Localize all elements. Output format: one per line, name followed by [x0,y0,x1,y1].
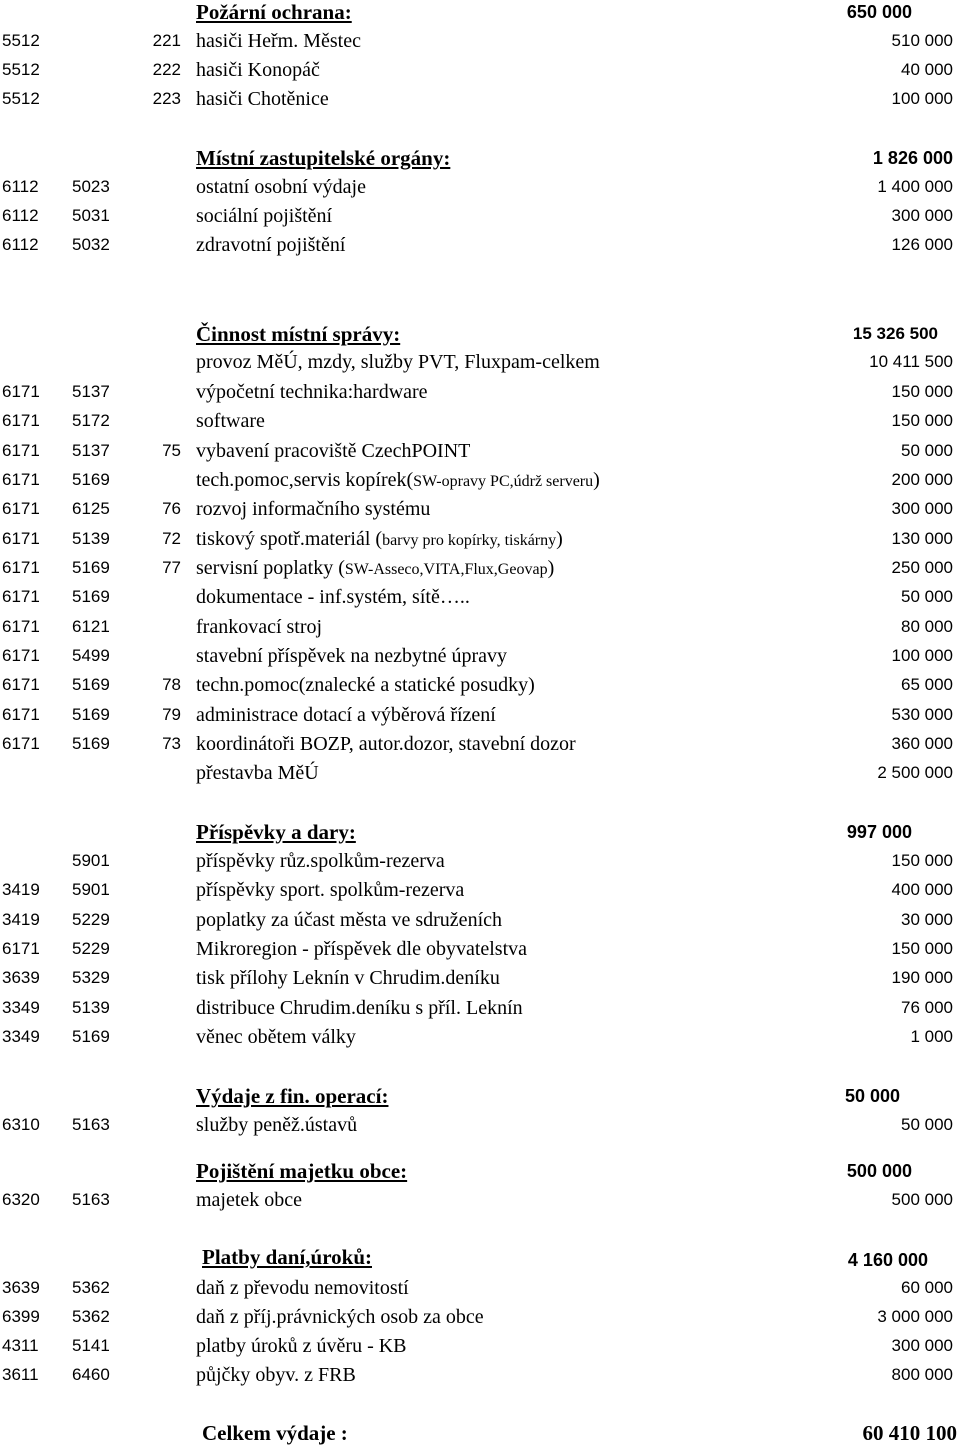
item-description: věnec obětem války [196,1026,356,1048]
item-code: 5169 [72,587,110,606]
budget-row [0,759,960,787]
budget-row [0,994,960,1022]
item-amount: 2 500 000 [877,763,953,782]
item-code: 5499 [72,646,110,665]
budget-row [0,27,960,55]
budget-row [0,1023,960,1051]
paragraph-code: 6171 [2,411,40,430]
paragraph-code: 4311 [2,1336,39,1355]
item-description: sociální pojištění [196,205,333,227]
subtotal-description: provoz MěÚ, mzdy, služby PVT, Fluxpam-celkem [196,351,600,373]
item-amount: 126 000 [891,235,953,254]
item-code: 221 [152,31,181,50]
item-amount: 500 000 [891,1190,953,1209]
subtotal-amount: 10 411 500 [869,352,953,371]
section-heading-pojisteni [0,1157,960,1185]
item-amount: 50 000 [901,1115,953,1134]
item-code: 5169 [72,734,110,753]
item-description: dokumentace - inf.systém, sítě….. [196,586,470,608]
item-description: stavební příspěvek na nezbytné úpravy [196,645,508,667]
paragraph-code: 6171 [2,558,40,577]
item-code: 5137 [72,382,110,401]
item-description: software [196,410,265,432]
item-code: 5031 [72,206,110,225]
item-amount: 1 400 000 [877,177,953,196]
item-amount: 400 000 [891,880,953,899]
item-amount: 30 000 [901,910,953,929]
paragraph-code: 6112 [2,206,39,225]
item-amount: 150 000 [891,411,953,430]
paragraph-code: 6171 [2,382,40,401]
paragraph-code: 6171 [2,675,40,694]
item-description: přestavba MěÚ [196,762,319,784]
budget-row [0,847,960,875]
item-amount: 800 000 [891,1365,953,1384]
item-description: hasiči Chotěnice [196,88,329,110]
budget-row [0,876,960,904]
item-amount: 530 000 [891,705,953,724]
item-amount: 300 000 [891,206,953,225]
paragraph-code: 3419 [2,880,40,899]
budget-row [0,231,960,259]
budget-row [0,1111,960,1139]
org-code: 72 [162,529,181,548]
section-total: 50 000 [844,1086,900,1106]
budget-row [0,1332,960,1360]
item-amount: 100 000 [891,89,953,108]
budget-row [0,1303,960,1331]
budget-row [0,1274,960,1302]
item-amount: 250 000 [891,558,953,577]
budget-row [0,525,960,553]
paragraph-code: 6171 [2,470,40,489]
item-description: zdravotní pojištění [196,234,346,256]
item-code: 5163 [72,1115,110,1134]
section-title: Příspěvky a dary: [196,820,356,844]
section-heading-financni [0,1082,960,1110]
item-code: 5163 [72,1190,110,1209]
paragraph-code: 6399 [2,1307,40,1326]
item-amount: 40 000 [901,60,953,79]
item-amount: 1 000 [910,1027,953,1046]
item-description: výpočetní technika:hardware [196,381,428,403]
item-description: příspěvky sport. spolkům-rezerva [196,879,465,901]
section-title: Výdaje z fin. operací: [196,1084,389,1108]
item-description: koordinátoři BOZP, autor.dozor, stavební dozor [196,733,576,755]
paragraph-code: 6171 [2,734,40,753]
item-code: 5362 [72,1307,110,1326]
section-total: 15 326 500 [852,324,938,343]
item-code: 5169 [72,675,110,694]
item-code: 5169 [72,705,110,724]
paragraph-code: 6171 [2,646,40,665]
item-amount: 150 000 [891,939,953,958]
item-code: 5139 [72,998,110,1017]
item-amount: 150 000 [891,851,953,870]
paragraph-code: 6320 [2,1190,40,1209]
budget-row [0,202,960,230]
item-amount: 60 000 [901,1278,953,1297]
budget-row [0,466,960,494]
item-code: 6460 [72,1365,110,1384]
paragraph-code: 6171 [2,587,40,606]
item-code: 5032 [72,235,110,254]
org-code: 73 [162,734,181,753]
section-total: 650 000 [846,2,912,22]
item-amount: 510 000 [891,31,953,50]
item-amount: 100 000 [891,646,953,665]
item-code: 6121 [72,617,110,636]
item-description: tisk přílohy Leknín v Chrudim.deníku [196,967,500,989]
item-code: 5169 [72,470,110,489]
item-code: 5023 [72,177,110,196]
section-total: 500 000 [846,1161,912,1181]
budget-row [0,495,960,523]
section-heading-dane [0,1243,960,1271]
budget-row [0,583,960,611]
paragraph-code: 3349 [2,1027,40,1046]
budget-row [0,613,960,641]
item-code: 222 [152,60,181,79]
item-amount: 80 000 [901,617,953,636]
section-total: 1 826 000 [872,148,953,168]
paragraph-code: 5512 [2,89,40,108]
item-description: daň z příj.právnických osob za obce [196,1306,484,1328]
item-amount: 150 000 [891,382,953,401]
paragraph-code: 3349 [2,998,40,1017]
item-description: administrace dotací a výběrová řízení [196,704,496,726]
item-code: 5172 [72,411,110,430]
paragraph-code: 5512 [2,31,40,50]
item-description: služby peněž.ústavů [196,1114,358,1136]
paragraph-code: 6310 [2,1115,40,1134]
paragraph-code: 3419 [2,910,40,929]
item-description: hasiči Konopáč [196,59,320,81]
paragraph-code: 6112 [2,235,39,254]
item-code: 5141 [72,1336,110,1355]
section-subtotal-row [0,348,960,376]
item-description: hasiči Heřm. Městec [196,30,361,52]
budget-row [0,906,960,934]
item-description: majetek obce [196,1189,303,1211]
item-code: 5901 [72,880,110,899]
paragraph-code: 6171 [2,529,40,548]
budget-row [0,642,960,670]
budget-row [0,671,960,699]
paragraph-code: 3639 [2,968,40,987]
item-code: 5229 [72,939,110,958]
item-amount: 50 000 [901,587,953,606]
grand-total-row [0,1419,960,1447]
budget-row [0,964,960,992]
paragraph-code: 6112 [2,177,39,196]
budget-row [0,701,960,729]
budget-row [0,56,960,84]
item-amount: 50 000 [901,441,953,460]
item-description: rozvoj informačního systému [196,498,431,520]
paragraph-code: 3639 [2,1278,40,1297]
item-code: 5901 [72,851,110,870]
paragraph-code: 6171 [2,441,40,460]
budget-row [0,554,960,582]
section-total: 4 160 000 [847,1250,928,1270]
item-description: distribuce Chrudim.deníku s příl. Leknín [196,997,523,1019]
item-code: 5229 [72,910,110,929]
section-title: Pojištění majetku obce: [196,1159,408,1183]
budget-row [0,173,960,201]
org-code: 77 [162,558,181,577]
item-amount: 300 000 [891,499,953,518]
item-amount: 3 000 000 [877,1307,953,1326]
item-description: servisní poplatky (SW-Asseco,VITA,Flux,Geovap) [196,557,555,579]
budget-row [0,1186,960,1214]
item-amount: 300 000 [891,1336,953,1355]
budget-row [0,935,960,963]
item-description: techn.pomoc(znalecké a statické posudky) [196,674,535,696]
grand-total-label: Celkem výdaje : [202,1421,348,1445]
item-description: platby úroků z úvěru - KB [196,1335,407,1357]
item-description: tiskový spotř.materiál (barvy pro kopírky, tiskárny) [196,528,563,550]
item-code: 5362 [72,1278,110,1297]
item-description: daň z převodu nemovitostí [196,1277,409,1299]
item-description: příspěvky růz.spolkům-rezerva [196,850,445,872]
item-description: vybavení pracoviště CzechPOINT [196,440,471,462]
section-title: Činnost místní správy: [196,322,401,346]
item-description: tech.pomoc,servis kopírek(SW-opravy PC,údrž serveru) [196,469,600,491]
item-description: poplatky za účast města ve sdruženích [196,909,502,931]
grand-total-value: 60 410 100 [862,1421,957,1445]
paragraph-code: 6171 [2,499,40,518]
item-code: 5169 [72,1027,110,1046]
org-code: 79 [162,705,181,724]
paragraph-code: 6171 [2,617,40,636]
item-code: 5169 [72,558,110,577]
budget-row [0,437,960,465]
budget-row [0,407,960,435]
item-code: 5139 [72,529,110,548]
budget-row [0,85,960,113]
org-code: 76 [162,499,181,518]
item-amount: 65 000 [901,675,953,694]
item-description: ostatní osobní výdaje [196,176,366,198]
item-code: 5329 [72,968,110,987]
item-description: Mikroregion - příspěvek dle obyvatelstva [196,938,528,960]
section-heading-pozarni [0,0,960,26]
item-amount: 360 000 [891,734,953,753]
section-title: Platby daní,úroků: [202,1245,372,1269]
item-amount: 200 000 [891,470,953,489]
item-code: 6125 [72,499,110,518]
paragraph-code: 6171 [2,705,40,724]
section-total: 997 000 [846,822,912,842]
item-code: 223 [152,89,181,108]
item-code: 5137 [72,441,110,460]
org-code: 78 [162,675,181,694]
org-code: 75 [162,441,181,460]
budget-row [0,1361,960,1389]
item-amount: 130 000 [891,529,953,548]
section-title: Požární ochrana: [196,0,352,24]
item-amount: 190 000 [891,968,953,987]
section-heading-zastupitelske [0,144,960,172]
budget-row [0,730,960,758]
item-amount: 76 000 [901,998,953,1017]
budget-row [0,378,960,406]
section-title: Místní zastupitelské orgány: [196,146,451,170]
item-description: půjčky obyv. z FRB [196,1364,356,1386]
paragraph-code: 3611 [2,1365,39,1384]
paragraph-code: 5512 [2,60,40,79]
section-heading-sprava [0,320,960,348]
item-description: frankovací stroj [196,616,323,638]
paragraph-code: 6171 [2,939,40,958]
section-heading-prispevky [0,818,960,846]
